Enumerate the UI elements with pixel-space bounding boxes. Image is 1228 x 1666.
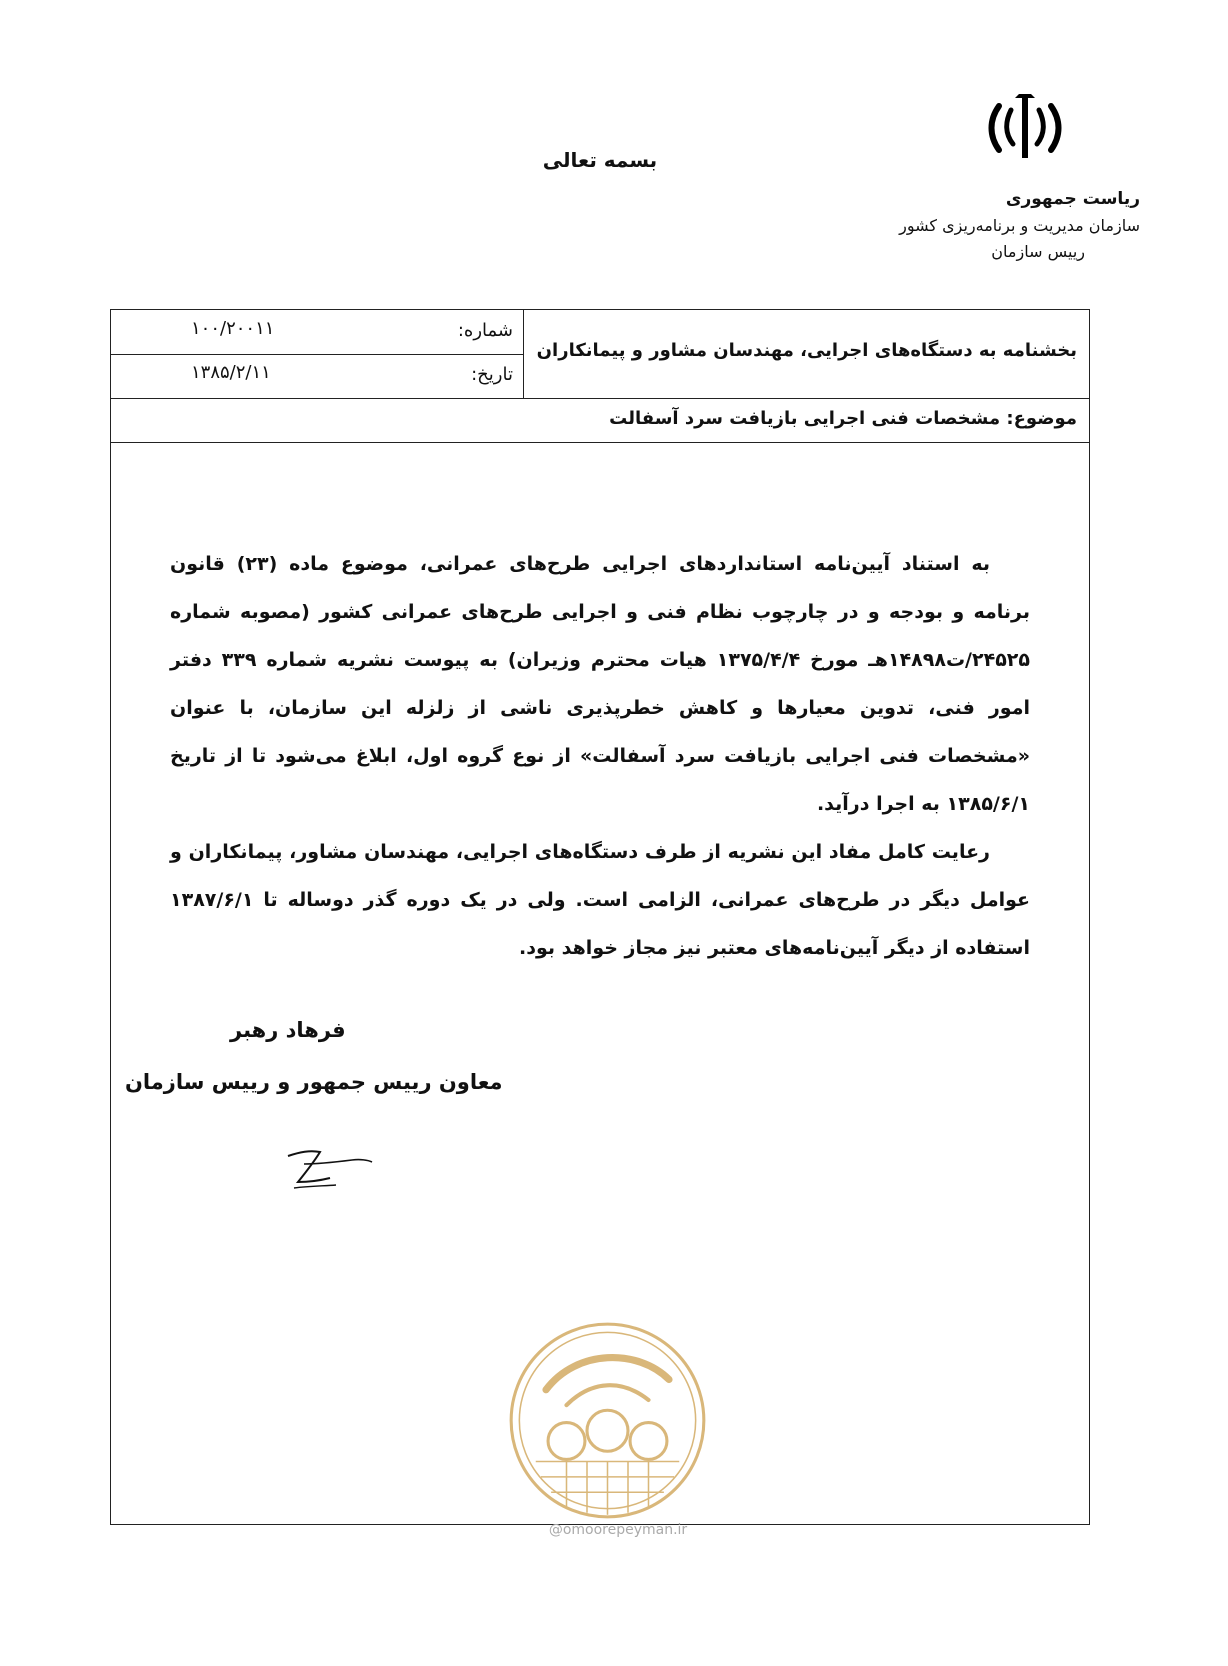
body-p1-end: » از نوع گروه اول، ابلاغ می‌شود تا از تاریخ ۱۳۸۵/۶/۱ به اجرا درآید. <box>170 745 1030 815</box>
meta-row <box>111 310 1089 399</box>
iran-emblem-icon <box>985 88 1065 168</box>
subject-row <box>111 398 1089 443</box>
stamp-logo-icon <box>505 1318 710 1523</box>
number-cell <box>111 310 523 355</box>
signer-name: فرهاد رهبر <box>230 1018 346 1042</box>
website-watermark: @omoorepeyman.ir <box>548 1522 688 1538</box>
letter-body <box>170 540 1030 972</box>
organization-header <box>820 185 1140 265</box>
body-paragraph-2: رعایت کامل مفاد این نشریه از طرف دستگاه‌های اجرایی، مهندسان مشاور، پیمانکاران و عوامل دیگر در طرح‌های عمرانی، الزامی است. ولی در یک دوره گذر دوساله تا ۱۳۸۷/۶/۱ استفاده از دیگر آیین‌نامه‌های معتبر نیز مجاز خواهد بود. <box>170 841 1030 959</box>
number-date-box <box>111 310 524 398</box>
number-value: ۱۰۰/۲۰۰۱۱ <box>191 318 275 339</box>
date-label: تاریخ: <box>471 364 513 385</box>
signer-title: معاون رییس جمهور و رییس سازمان <box>125 1070 503 1094</box>
publication-title: مشخصات فنی اجرایی بازیافت سرد آسفالت <box>592 745 1018 767</box>
date-value: ۱۳۸۵/۲/۱۱ <box>191 362 271 383</box>
handwritten-signature-icon <box>280 1138 380 1198</box>
org-line-head: رییس سازمان <box>991 242 1085 261</box>
date-cell <box>111 354 523 398</box>
org-line-organization: سازمان مدیریت و برنامه‌ریزی کشور <box>899 216 1140 235</box>
body-p1-start: به استناد آیین‌نامه استانداردهای اجرایی طرح‌های عمرانی، موضوع ماده (۲۳) قانون برنامه و بودجه و در چارچوب نظام فنی و اجرایی طرح‌های عمرانی کشور (مصوبه شماره ۲۴۵۲۵/ت۱۴۸۹۸هـ مورخ ۱۳۷۵/۴/۴ هیات محترم وزیران) به پیوست نشریه شماره ۳۳۹ دفتر امور فنی، تدوین معیارها و کاهش خطرپذیری ناشی از زلزله این سازمان، با عنوان « <box>170 553 1030 767</box>
bismillah-heading: بسمه تعالی <box>542 148 658 172</box>
recipient-line: بخشنامه به دستگاه‌های اجرایی، مهندسان مشاور و پیمانکاران <box>536 340 1077 361</box>
number-label: شماره: <box>457 320 513 341</box>
org-line-presidency: ریاست جمهوری <box>1005 189 1140 209</box>
body-paragraph-1 <box>170 540 1030 828</box>
subject-line: موضوع: مشخصات فنی اجرایی بازیافت سرد آسفالت <box>609 408 1077 429</box>
